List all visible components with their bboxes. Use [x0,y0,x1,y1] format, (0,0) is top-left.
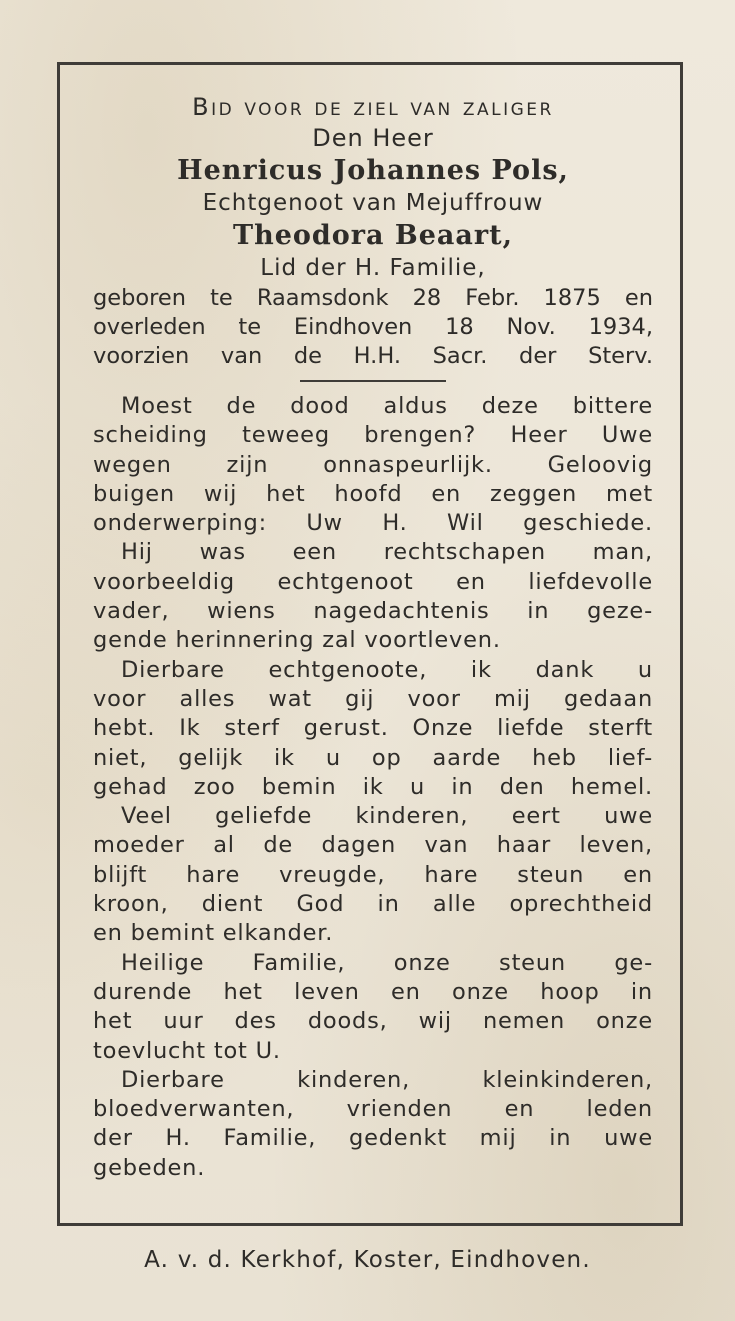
text-line: gehad zoo bemin ik u in den hemel. [93,773,653,800]
text-line: gebeden. [93,1154,206,1181]
text-line: en bemint elkander. [93,920,334,947]
card-content [93,92,653,1183]
text-line: kroon, dient God in alle oprechtheid [93,891,653,918]
text-line: buigen wij het hoofd en zeggen met [93,480,653,507]
text-line: durende het leven en onze hoop in [93,978,653,1005]
text-line: Veel geliefde kinderen, eert uwe [121,803,653,830]
spouse-intro: Echtgenoot van Mejuffrouw [202,190,544,216]
text-line: toevlucht tot U. [93,1037,281,1064]
text-line: het uur des doods, wij nemen onze [93,1008,653,1035]
text-line: scheiding teweeg brengen? Heer Uwe [93,422,653,449]
text-line: blijft hare vreugde, hare steun en [93,861,653,888]
text-line: voorbeeldig echtgenoot en liefdevolle [93,568,653,595]
text-line: niet, gelijk ik u op aarde heb lief- [93,744,653,771]
membership-line: Lid der H. Familie, [260,255,486,281]
divider-rule [300,380,446,382]
text-line: Dierbare kinderen, kleinkinderen, [121,1066,653,1093]
text-line: onderwerping: Uw H. Wil geschiede. [93,510,653,537]
text-line: Hij was een rechtschapen man, [121,539,653,566]
deceased-name: Henricus Johannes Pols, [177,155,569,186]
birth-line: geboren te Raamsdonk 28 Febr. 1875 en [93,285,653,311]
text-line: voor alles wat gij voor mij gedaan [93,685,653,712]
text-line: Dierbare echtgenoote, ik dank u [121,656,653,683]
text-line: moeder al de dagen van haar leven, [93,832,653,859]
text-line: gende herinnering zal voortleven. [93,627,501,654]
text-line: vader, wiens nagedachtenis in geze- [93,598,653,625]
text-line: wegen zijn onnaspeurlijk. Geloovig [93,451,653,478]
text-line: Heilige Familie, onze steun ge- [121,949,653,976]
text-line: Moest de dood aldus deze bittere [121,393,653,419]
spouse-name: Theodora Beaart, [232,220,513,251]
text-line: der H. Familie, gedenkt mij in uwe [93,1125,653,1152]
memorial-text [93,392,653,1183]
sacraments-line: voorzien van de H.H. Sacr. der Sterv. [93,343,653,369]
text-line: bloedverwanten, vrienden en leden [93,1096,653,1123]
prayer-heading-text: Bid voor de ziel van zaliger [192,93,554,121]
title-line: Den Heer [312,124,434,152]
prayer-heading [93,92,653,123]
text-line: hebt. Ik sterf gerust. Onze liefde sterft [93,715,653,742]
printer-credit: A. v. d. Kerkhof, Koster, Eindhoven. [144,1247,591,1273]
death-line: overleden te Eindhoven 18 Nov. 1934, [93,314,653,340]
